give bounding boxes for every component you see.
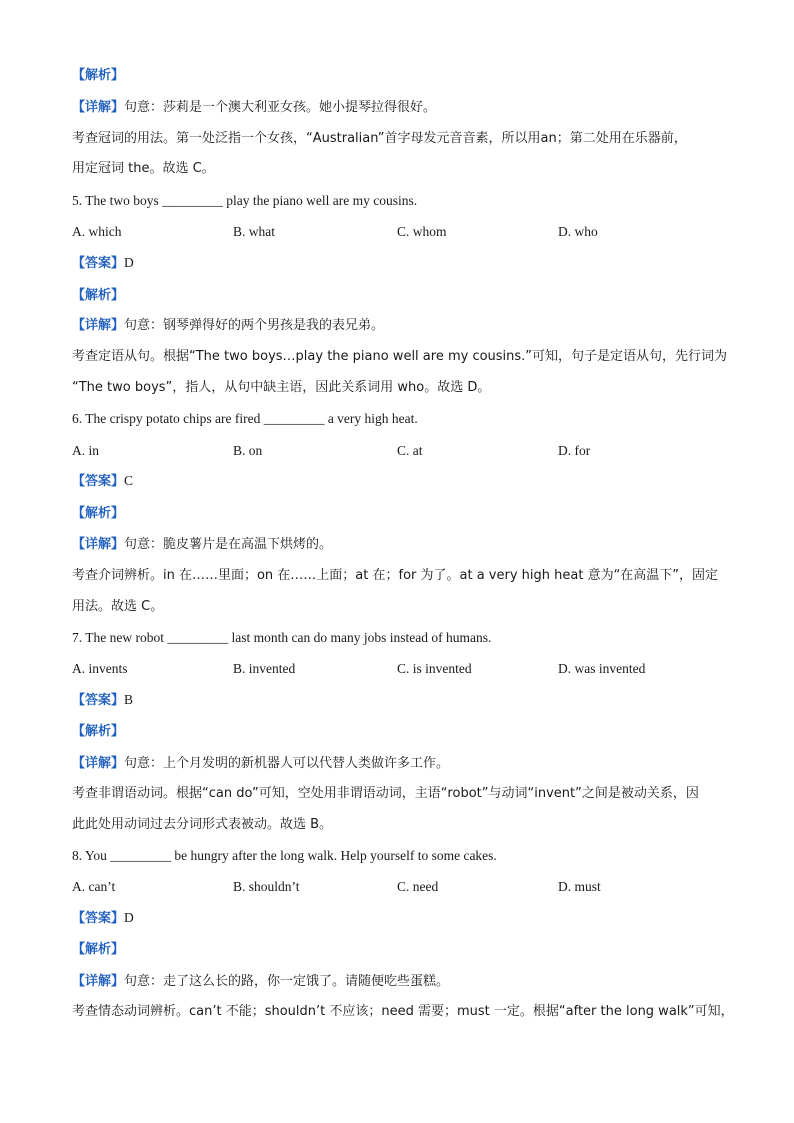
option-a: A. can’t	[72, 879, 116, 894]
answer-line	[72, 691, 133, 710]
option-d: D. who	[558, 224, 598, 239]
analysis-label: 【解析】	[72, 506, 125, 521]
detail-text: 句意：走了这么长的路，你一定饿了。请随便吃些蛋糕。	[124, 974, 450, 989]
option-a: A. which	[72, 224, 122, 239]
option-c: C. at	[397, 443, 423, 458]
answer-label: 【答案】	[72, 256, 125, 271]
explanation-line: 考查定语从句。根据“The two boys…play the piano well are my cousins.”可知，句子是定语从句，先行词为	[72, 349, 728, 364]
explanation-line: 用法。故选 C。	[72, 599, 164, 614]
option-b: B. what	[233, 224, 275, 239]
detail-label: 【详解】	[72, 100, 125, 115]
analysis-heading	[72, 940, 124, 959]
detail-text: 句意：莎莉是一个澳大利亚女孩。她小提琴拉得很好。	[124, 100, 437, 115]
detail-label: 【详解】	[72, 318, 125, 333]
detail-label: 【详解】	[72, 537, 125, 552]
detail-line	[72, 972, 449, 991]
option-d: D. was invented	[558, 661, 646, 676]
explanation-line: 考查非谓语动词。根据“can do”可知，空处用非谓语动词，主语“robot”与动词“invent”之间是被动关系，因	[72, 786, 699, 801]
answer-label: 【答案】	[72, 693, 125, 708]
analysis-label: 【解析】	[72, 288, 125, 303]
answer-label: 【答案】	[72, 474, 125, 489]
analysis-label: 【解析】	[72, 724, 125, 739]
option-d: D. for	[558, 443, 591, 458]
answer-line	[72, 254, 134, 273]
option-c: C. need	[397, 879, 439, 894]
detail-text: 句意：钢琴弹得好的两个男孩是我的表兄弟。	[124, 318, 385, 333]
analysis-heading	[72, 722, 124, 741]
option-a: A. in	[72, 443, 99, 458]
answer-line	[72, 472, 133, 491]
answer-label: 【答案】	[72, 911, 125, 926]
detail-line	[72, 535, 332, 554]
detail-text: 句意：脆皮薯片是在高温下烘烤的。	[124, 537, 333, 552]
detail-text: 句意：上个月发明的新机器人可以代替人类做许多工作。	[124, 756, 450, 771]
option-b: B. on	[233, 443, 263, 458]
explanation-line: 此此处用动词过去分词形式表被动。故选 B。	[72, 817, 333, 832]
question-stem: 5. The two boys _________ play the piano well are my cousins.	[72, 193, 418, 208]
option-d: D. must	[558, 879, 601, 894]
detail-line	[72, 316, 384, 335]
answer-value: D	[124, 255, 134, 270]
analysis-heading	[72, 286, 124, 305]
answer-value: B	[124, 692, 134, 707]
question-stem: 7. The new robot _________ last month can do many jobs instead of humans.	[72, 630, 492, 645]
question-stem: 6. The crispy potato chips are fired _________ a very high heat.	[72, 411, 418, 426]
analysis-heading	[72, 66, 124, 85]
explanation-line: 考查介词辨析。in 在……里面；on 在……上面；at 在；for 为了。at a very high heat 意为“在高温下”，固定	[72, 568, 719, 583]
explanation-line: “The two boys”，指人，从句中缺主语，因此关系词用 who。故选 D。	[72, 380, 491, 395]
option-b: B. invented	[233, 661, 296, 676]
answer-value: C	[124, 473, 134, 488]
analysis-heading	[72, 504, 124, 523]
detail-line	[72, 98, 436, 117]
option-c: C. whom	[397, 224, 447, 239]
option-c: C. is invented	[397, 661, 472, 676]
analysis-label: 【解析】	[72, 942, 125, 957]
question-stem: 8. You _________ be hungry after the long walk. Help yourself to some cakes.	[72, 848, 497, 863]
detail-label: 【详解】	[72, 756, 125, 771]
answer-line	[72, 909, 134, 928]
option-a: A. invents	[72, 661, 128, 676]
explanation-line: 考查冠词的用法。第一处泛指一个女孩，“Australian”首字母发元音音素，所以用an；第二处用在乐器前，	[72, 131, 687, 146]
detail-line	[72, 754, 449, 773]
detail-label: 【详解】	[72, 974, 125, 989]
explanation-line: 用定冠词 the。故选 C。	[72, 161, 215, 176]
explanation-line: 考查情态动词辨析。can’t 不能；shouldn’t 不应该；need 需要；must 一定。根据“after the long walk”可知，	[72, 1004, 734, 1019]
option-b: B. shouldn’t	[233, 879, 300, 894]
analysis-label: 【解析】	[72, 68, 125, 83]
answer-value: D	[124, 910, 134, 925]
